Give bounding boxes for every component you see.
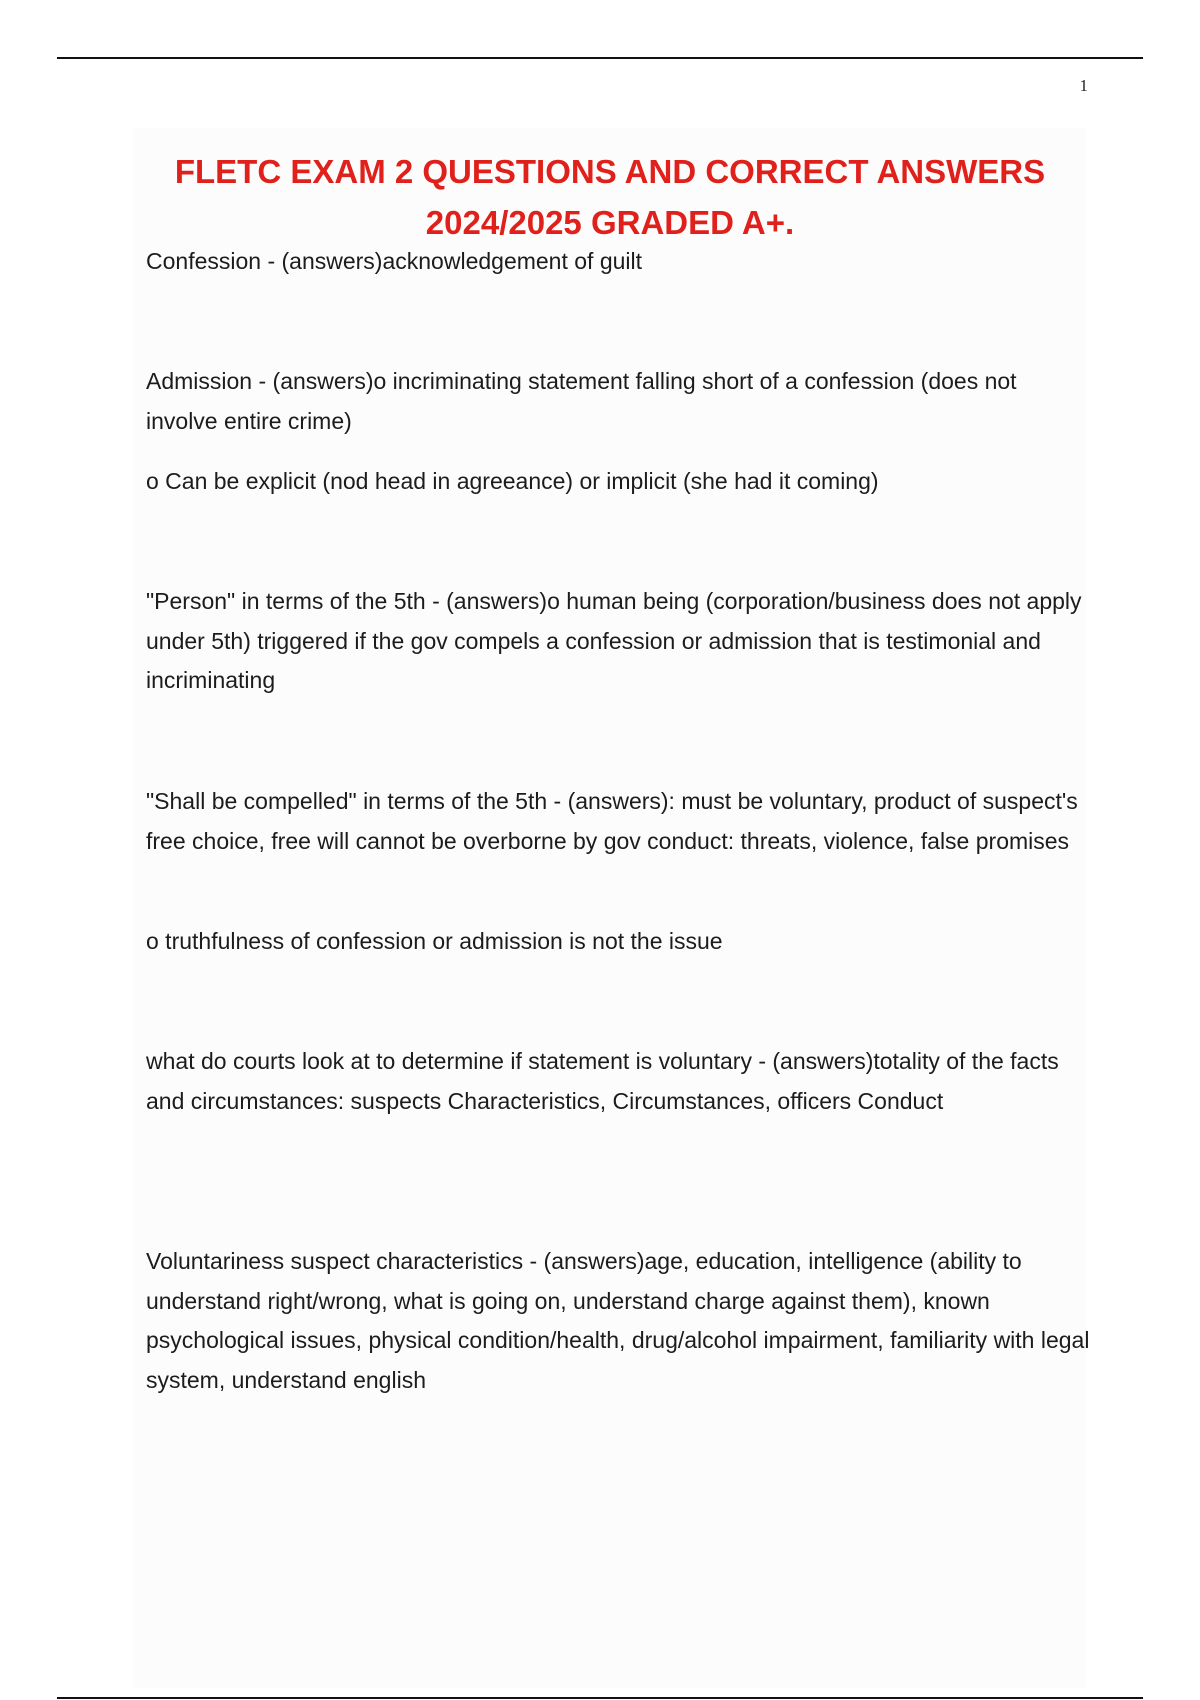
- entry-truthfulness-note: o truthfulness of confession or admission is not the issue: [146, 928, 723, 954]
- page-number: 1: [1079, 76, 1088, 95]
- entry-person: "Person" in terms of the 5th - (answers)o human being (corporation/business does not apply under 5th) triggered if the gov compels a confession or admission that is testimonial and incriminating: [146, 588, 1082, 693]
- entry-shall-be-compelled: "Shall be compelled" in terms of the 5th - (answers): must be voluntary, product of suspect's free choice, free will cannot be overborne by gov conduct: threats, violence, false promises: [146, 788, 1078, 854]
- document-title: FLETC EXAM 2 QUESTIONS AND CORRECT ANSWERS 2024/2025 GRADED A+.: [174, 153, 1046, 241]
- entry-confession: Confession - (answers)acknowledgement of guilt: [146, 248, 643, 274]
- header-rule: [57, 57, 1143, 59]
- entry-admission-note: o Can be explicit (nod head in agreeance) or implicit (she had it coming): [146, 468, 879, 494]
- entry-suspect-characteristics: Voluntariness suspect characteristics - (answers)age, education, intelligence (ability to understand right/wrong, what is going on, understand charge against them), known psychological issues, physical condition/health, drug/alcohol impairment, familiarity with legal system, understand english: [146, 1248, 1090, 1393]
- entry-voluntary-test: what do courts look at to determine if statement is voluntary - (answers)totality of the facts and circumstances: suspects Characteristics, Circumstances, officers Conduct: [146, 1048, 1059, 1114]
- entry-admission: Admission - (answers)o incriminating statement falling short of a confession (does not involve entire crime): [146, 368, 1017, 434]
- footer-rule: [57, 1697, 1143, 1699]
